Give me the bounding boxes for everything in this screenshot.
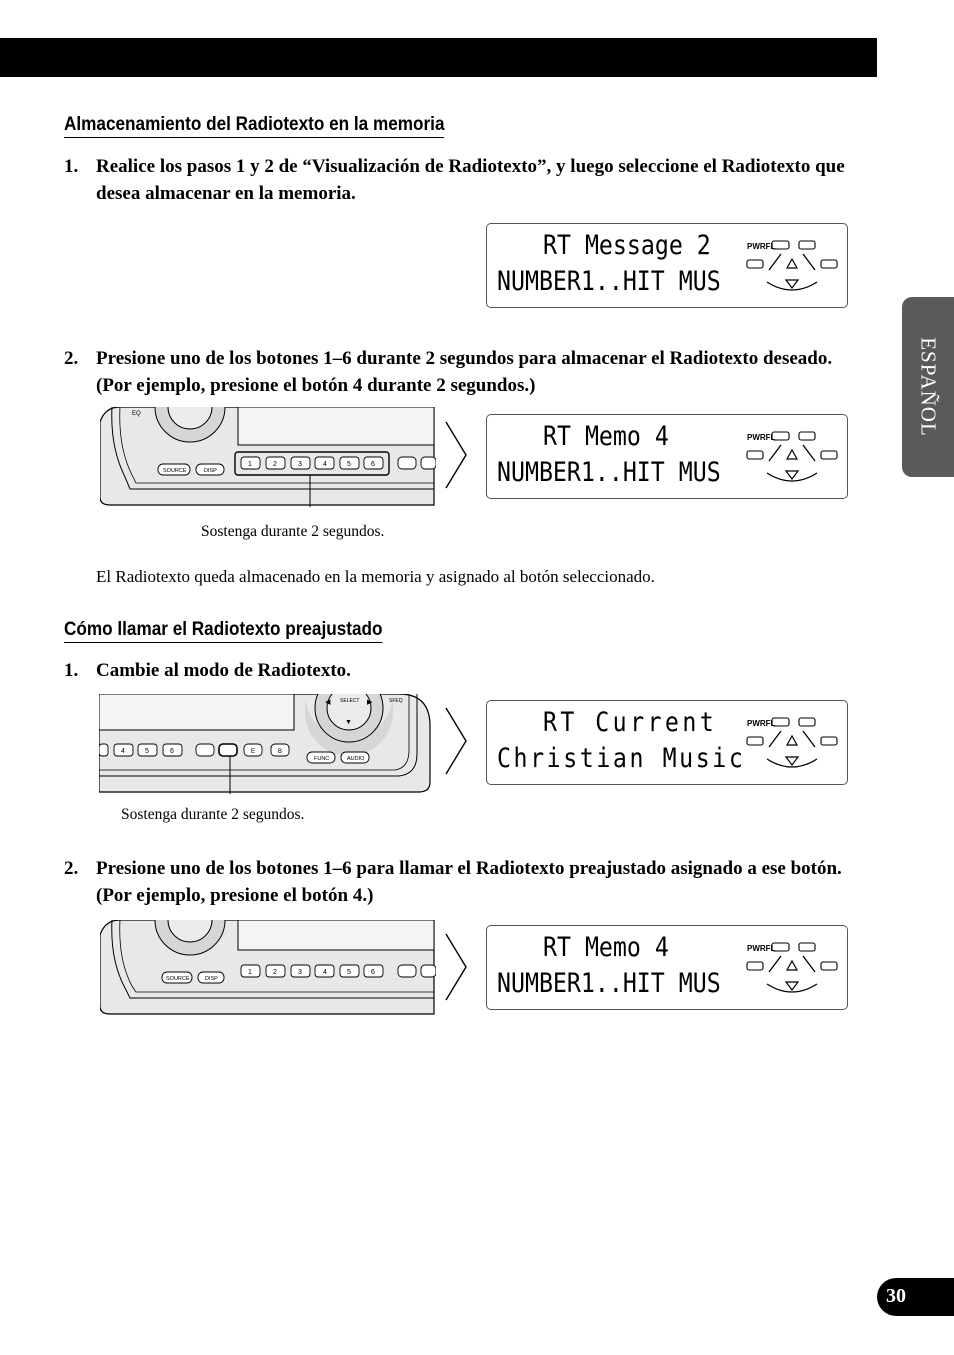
svg-text:DISP: DISP	[205, 976, 218, 982]
lcd-indicator-icon	[745, 232, 841, 300]
head-unit-panel-3	[100, 920, 436, 1016]
svg-text:6: 6	[170, 748, 174, 755]
lcd-display-2	[486, 414, 848, 499]
step-number: 2.	[64, 858, 79, 879]
step-number: 1.	[64, 660, 79, 681]
svg-text:EQ: EQ	[132, 411, 141, 417]
svg-text:▶: ▶	[367, 698, 373, 706]
step-text: Presione uno de los botones 1–6 durante 2 segundos para almacenar el Radiotexto deseado. (Por ejemplo, presione el botón 4 durante 2 segundos.)	[96, 348, 833, 396]
lcd-line-1: RT Current	[543, 707, 718, 738]
step-number: 1.	[64, 156, 79, 177]
step-number: 2.	[64, 348, 79, 369]
lcd-line-1: RT Memo 4	[543, 932, 669, 963]
svg-text:5: 5	[347, 969, 351, 976]
section-heading-store: Almacenamiento del Radiotexto en la memoria	[64, 113, 444, 138]
lcd-display-1	[486, 223, 848, 308]
lcd-display-4	[486, 925, 848, 1010]
lcd-line-1: RT Message 2	[543, 230, 711, 261]
svg-text:SFEQ: SFEQ	[389, 698, 403, 704]
caption-hold: Sostenga durante 2 segundos.	[201, 523, 385, 540]
pwrfl-label: PWRFL	[747, 242, 776, 251]
page-number	[877, 1278, 954, 1316]
svg-text:5: 5	[347, 461, 351, 468]
pwrfl-label: PWRFL	[747, 944, 776, 953]
svg-text:AUDIO: AUDIO	[347, 756, 365, 762]
svg-text:DISP: DISP	[204, 468, 217, 474]
svg-text:2: 2	[273, 969, 277, 976]
lcd-indicator-icon	[745, 423, 841, 491]
arrow-icon	[444, 706, 468, 776]
lcd-line-1: RT Memo 4	[543, 421, 669, 452]
svg-text:4: 4	[121, 748, 125, 755]
lcd-display-3	[486, 700, 848, 785]
page-number-label: 30	[886, 1285, 906, 1307]
caption-hold: Sostenga durante 2 segundos.	[121, 806, 305, 823]
svg-text:SOURCE: SOURCE	[163, 468, 187, 474]
svg-text:5: 5	[145, 748, 149, 755]
pwrfl-label: PWRFL	[747, 433, 776, 442]
svg-text:1: 1	[248, 969, 252, 976]
lcd-indicator-icon	[745, 709, 841, 777]
svg-text:SOURCE: SOURCE	[166, 976, 190, 982]
section-heading-recall: Cómo llamar el Radiotexto preajustado	[64, 618, 382, 643]
lcd-line-2: NUMBER1..HIT MUS	[497, 457, 721, 488]
svg-text:B: B	[278, 749, 283, 755]
svg-text:1: 1	[248, 461, 252, 468]
svg-text:▼: ▼	[345, 718, 352, 726]
step-text: Realice los pasos 1 y 2 de “Visualización de Radiotexto”, y luego seleccione el Radiotexto que desea almacenar en la memoria.	[96, 156, 845, 204]
head-unit-panel-1	[100, 407, 436, 507]
svg-text:3: 3	[298, 969, 302, 976]
arrow-icon	[444, 420, 468, 490]
note-text: El Radiotexto queda almacenado en la memoria y asignado al botón seleccionado.	[96, 567, 655, 586]
step-text: Cambie al modo de Radiotexto.	[96, 660, 351, 681]
lcd-line-2: NUMBER1..HIT MUS	[497, 266, 721, 297]
svg-text:6: 6	[371, 969, 375, 976]
svg-text:6: 6	[371, 461, 375, 468]
language-tab-label: ESPAÑOL	[916, 337, 941, 437]
svg-text:3: 3	[298, 461, 302, 468]
pwrfl-label: PWRFL	[747, 719, 776, 728]
lcd-indicator-icon	[745, 934, 841, 1002]
head-unit-panel-2	[99, 694, 432, 794]
svg-text:4: 4	[323, 969, 327, 976]
svg-text:2: 2	[273, 461, 277, 468]
svg-text:4: 4	[323, 461, 327, 468]
svg-text:E: E	[251, 749, 256, 755]
header-bar	[0, 38, 877, 77]
svg-text:FUNC: FUNC	[314, 756, 330, 762]
svg-text:◀: ◀	[325, 698, 331, 706]
lcd-line-2: Christian Music	[497, 743, 746, 774]
language-tab	[902, 297, 954, 477]
step-text: Presione uno de los botones 1–6 para llamar el Radiotexto preajustado asignado a ese botón. (Por ejemplo, presione el botón 4.)	[96, 858, 842, 906]
lcd-line-2: NUMBER1..HIT MUS	[497, 968, 721, 999]
svg-text:SELECT: SELECT	[340, 698, 360, 704]
arrow-icon	[444, 932, 468, 1002]
